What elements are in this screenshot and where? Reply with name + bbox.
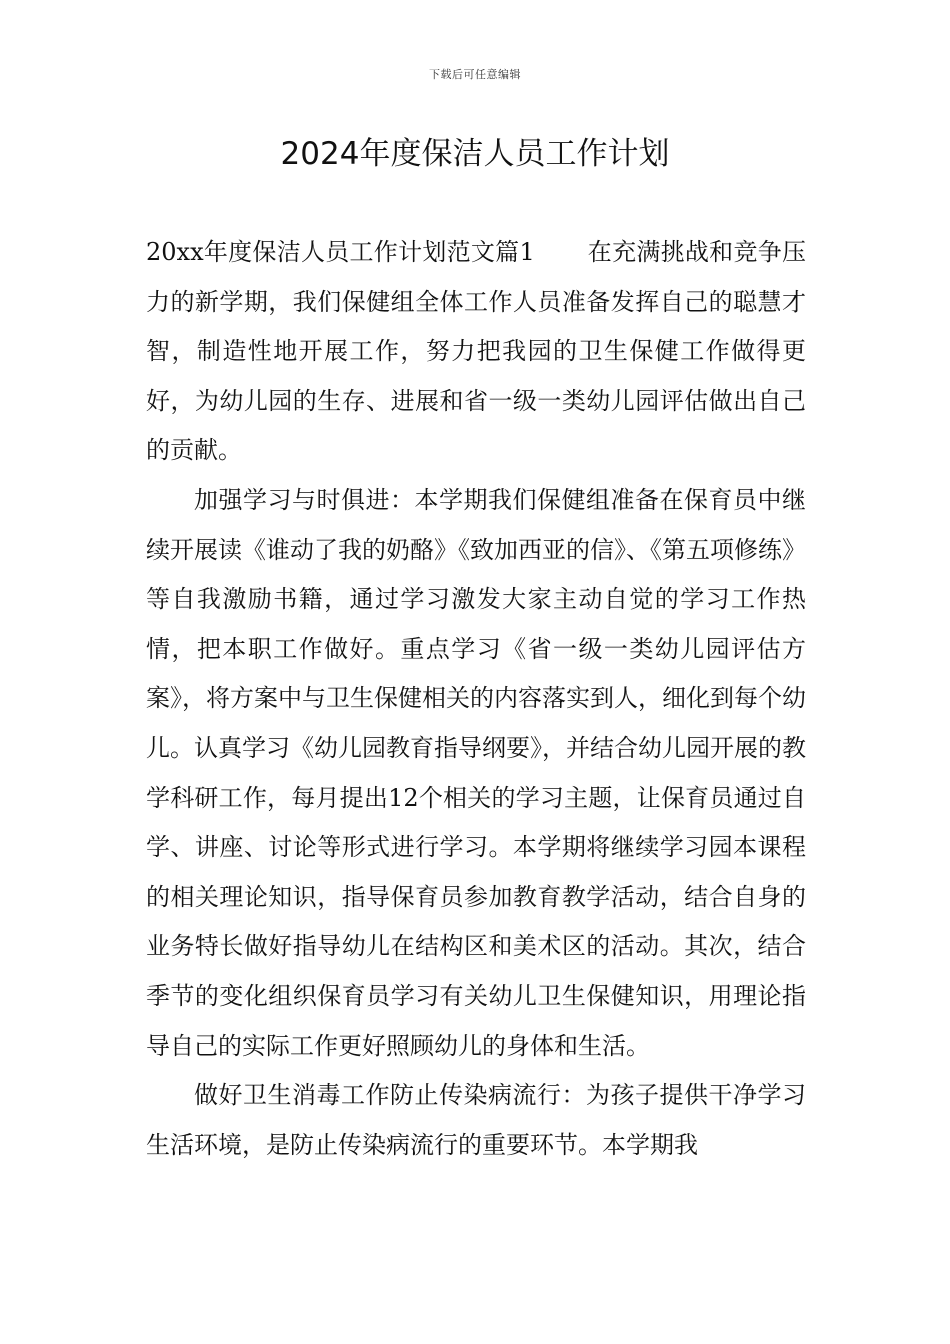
document-title: 2024年度保洁人员工作计划 <box>280 136 670 172</box>
paragraph-1 <box>146 228 806 476</box>
paragraph-1-lead: 20xx年度保洁人员工作计划范文篇1 <box>146 238 535 266</box>
paragraph-2: 加强学习与时俱进：本学期我们保健组准备在保育员中继续开展读《谁动了我的奶酪》《致加西亚的信》、《第五项修练》等自我激励书籍，通过学习激发大家主动自觉的学习工作热情，把本职工作做好。重点学习《省一级一类幼儿园评估方案》，将方案中与卫生保健相关的内容落实到人，细化到每个幼儿。认真学习《幼儿园教育指导纲要》，并结合幼儿园开展的教学科研工作，每月提出12个相关的学习主题，让保育员通过自学、讲座、讨论等形式进行学习。本学期将继续学习园本课程的相关理论知识，指导保育员参加教育教学活动，结合自身的业务特长做好指导幼儿在结构区和美术区的活动。其次，结合季节的变化组织保育员学习有关幼儿卫生保健知识，用理论指导自己的实际工作更好照顾幼儿的身体和生活。 <box>146 485 806 1060</box>
header-note: 下载后可任意编辑 <box>429 68 521 81</box>
document-body <box>146 228 806 1170</box>
paragraph-1-text: 在充满挑战和竞争压力的新学期，我们保健组全体工作人员准备发挥自己的聪慧才智，制造性地开展工作，努力把我园的卫生保健工作做得更好，为幼儿园的生存、进展和省一级一类幼儿园评估做出自己的贡献。 <box>146 238 807 465</box>
paragraph-3: 做好卫生消毒工作防止传染病流行：为孩子提供干净学习生活环境，是防止传染病流行的重要环节。本学期我 <box>146 1081 806 1159</box>
